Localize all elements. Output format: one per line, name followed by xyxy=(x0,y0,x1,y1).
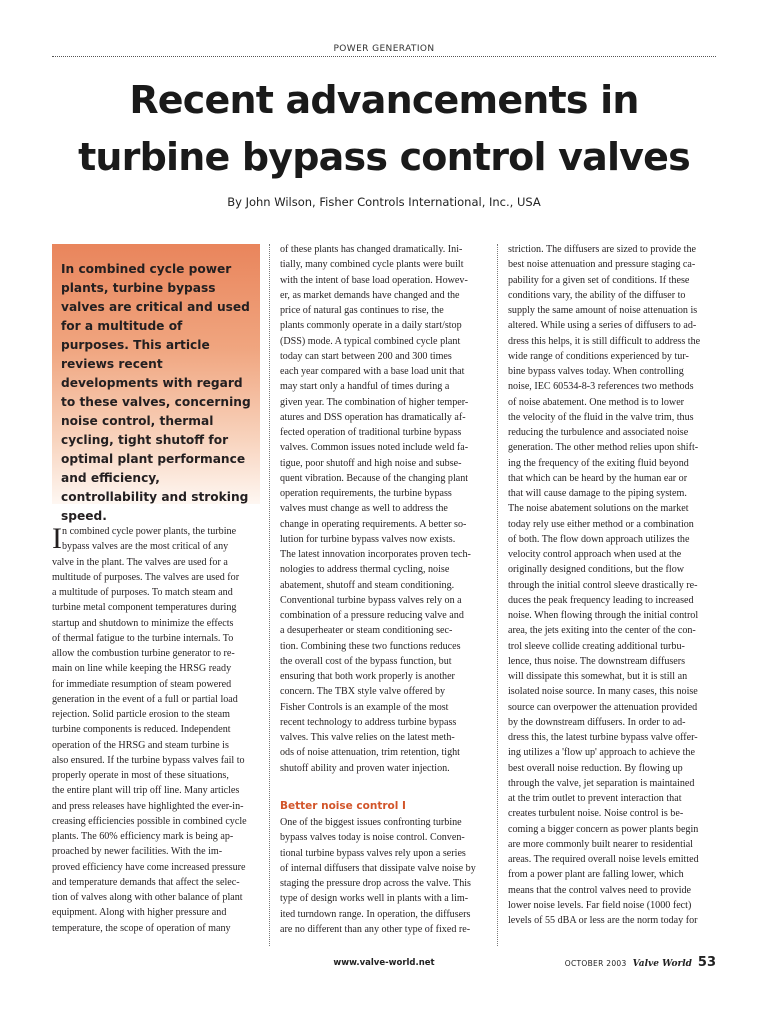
text-line: areas. The required overall noise levels emitted xyxy=(508,854,699,865)
title-line: turbine bypass control valves xyxy=(78,135,690,179)
text-line: coming a bigger concern as power plants begin xyxy=(508,823,699,835)
text-line: the entire plant will trip off line. Many articles xyxy=(52,785,240,797)
text-line: operation requirements, the turbine bypass xyxy=(280,488,452,499)
text-line: that which can be heard by the human ear or xyxy=(508,472,688,484)
text-line: conditions vary, the ability of the diffuser to xyxy=(508,289,686,301)
text-line: change in operating requirements. A better so- xyxy=(280,518,467,530)
text-line: through the initial control sleeve drastically re- xyxy=(508,579,698,591)
article-column-2 xyxy=(280,242,471,776)
text-line: properly operate in most of these situations, xyxy=(52,770,229,781)
text-line: plants. The 60% efficiency mark is being ap- xyxy=(52,831,234,842)
text-line: of thermal fatigue to the turbine internals. To xyxy=(52,632,234,644)
intro-box xyxy=(52,244,260,523)
text-line: of noise abatement. One method is to lower xyxy=(508,396,685,408)
text-line: recent technology to address turbine bypass xyxy=(280,716,457,728)
text-line: bine bypass valves today. When controlling xyxy=(508,366,684,377)
text-line: tially, many combined cycle plants were built xyxy=(280,259,464,271)
text-line: combination of a pressure reducing valve and xyxy=(280,610,464,621)
text-line: lence, thus noise. The downstream diffusers xyxy=(508,655,686,667)
text-line: will dissipate this somewhat, but it is still an xyxy=(508,671,688,682)
text-line: One of the biggest issues confronting turbine xyxy=(280,817,462,828)
text-line: the velocity of the fluid in the valve trim, thus xyxy=(508,411,694,423)
text-line: creasing efficiencies possible in combined cycle xyxy=(52,815,247,827)
text-line: ing utilizes a 'flow up' approach to achieve the xyxy=(508,747,695,759)
text-line: creates turbulent noise. Noise control is be- xyxy=(508,808,684,820)
text-line: shutoff ability and proven water injection. xyxy=(280,762,450,774)
text-line: and temperature demands that affect the selec- xyxy=(52,876,240,888)
text-line: proached by newer facilities. With the im- xyxy=(52,846,223,858)
text-line: (DSS) mode. A typical combined cycle plant xyxy=(280,335,461,347)
footer-url: www.valve-world.net xyxy=(333,958,435,968)
text-line: abatement, shutoff and steam conditioning. xyxy=(280,579,455,591)
text-line: multitude of purposes. The valves are used for xyxy=(52,571,240,583)
text-line: valves. This valve relies on the latest meth- xyxy=(280,732,455,743)
text-line: tion of valves along with other balance of plant xyxy=(52,892,243,903)
text-line: dress this, the latest turbine bypass valve offer- xyxy=(508,732,698,743)
article-column-1 xyxy=(52,524,247,936)
text-line: startup and shutdown to minimize the effects xyxy=(52,617,234,629)
section-label: POWER GENERATION xyxy=(333,44,435,54)
text-line: atures and DSS operation has dramatically af- xyxy=(280,411,466,423)
text-line: ing the frequency of the exiting fluid beyond xyxy=(508,457,689,469)
text-line: supply the same amount of noise attenuation is xyxy=(508,305,698,316)
text-line: reducing the turbulence and associated noise xyxy=(508,427,689,438)
text-line: a multitude of purposes. To match steam and xyxy=(52,587,233,598)
text-line: tional turbine bypass valves rely upon a series xyxy=(280,847,466,859)
text-line-content: n combined cycle power plants, the turbine xyxy=(62,526,237,537)
text-line: with the intent of base load operation. Howev- xyxy=(280,274,468,286)
text-line: today can start between 200 and 300 times xyxy=(280,350,452,362)
text-line: er, as market demands have changed and the xyxy=(280,289,460,301)
text-line: a desuperheater or steam conditioning sec- xyxy=(280,625,453,637)
text-line: valve in the plant. The valves are used for a xyxy=(52,556,228,568)
text-line: at the trim outlet to prevent interaction that xyxy=(508,793,682,804)
text-line: concern. The TBX style valve offered by xyxy=(280,686,446,698)
text-line: proved efficiency have come increased pressure xyxy=(52,861,246,873)
header-divider xyxy=(52,56,716,57)
footer-date: OCTOBER 2003 xyxy=(564,959,627,968)
text-line: isolated noise source. In many cases, this noise xyxy=(508,686,698,698)
text-line: means that the control valves need to provide xyxy=(508,884,692,896)
text-line: valves. Common issues noted include weld fa- xyxy=(280,442,469,454)
text-line: duces the peak frequency leading to increased xyxy=(508,594,694,606)
text-line: today rely use either method or a combination xyxy=(508,518,694,530)
text-line: operation of the HRSG and steam turbine is xyxy=(52,739,229,751)
text-line: The latest innovation incorporates proven tech- xyxy=(280,549,471,560)
text-line: The noise abatement solutions on the market xyxy=(508,503,689,515)
text-line: of these plants has changed dramatically. Ini- xyxy=(280,244,463,255)
text-line: lution for turbine bypass valves now exists. xyxy=(280,533,456,545)
text-line: Conventional turbine bypass valves rely on a xyxy=(280,594,462,606)
text-line: turbine metal component temperatures during xyxy=(52,602,237,614)
intro-text: In combined cycle power plants, turbine bypass valves are critical and used for a multitude of purposes. This article reviews recent developments with regard to these valves, concerning noise control, thermal cycling, tight shutoff for optimal plant performance and efficiency, controllability and stroking speed. xyxy=(61,262,251,523)
text-line: ods of noise attenuation, trim retention, tight xyxy=(280,747,460,759)
text-line: lower noise levels. Far field noise (1000 fect) xyxy=(508,899,692,911)
title-line: Recent advancements in xyxy=(129,78,639,122)
text-line: that will cause damage to the piping system. xyxy=(508,488,687,499)
text-line: valves must change as well to address the xyxy=(280,503,448,515)
text-line: generation. The other method relies upon shift- xyxy=(508,442,699,454)
text-line: are no different than any other type of fixed re- xyxy=(280,923,471,935)
text-line: wide range of conditions experienced by tur- xyxy=(508,350,689,362)
text-line: and press releases have highlighted the ever-in- xyxy=(52,800,244,812)
text-line: the overall cost of the bypass function, but xyxy=(280,655,452,667)
text-line: noise, IEC 60534-8-3 references two methods xyxy=(508,381,694,393)
section-subheading: Better noise control I xyxy=(280,800,406,812)
text-line: also ensured. If the turbine bypass valves fail to xyxy=(52,754,245,766)
text-line: may start only a handful of times during a xyxy=(280,381,450,393)
text-line: staging the pressure drop across the valve. This xyxy=(280,878,471,889)
text-line: by the downstream diffusers. In order to ad- xyxy=(508,716,686,728)
text-line: turbine components is reduced. Independent xyxy=(52,724,231,736)
text-line: levels of 55 dBA or less are the norm today for xyxy=(508,915,698,926)
text-line: velocity control approach when used at the xyxy=(508,549,682,560)
text-line: bypass valves today is noise control. Conven- xyxy=(280,832,465,844)
text-line: best noise attenuation and pressure staging ca- xyxy=(508,259,696,271)
text-line: quent vibration. Because of the changing plant xyxy=(280,472,469,484)
text-line: of internal diffusers that dissipate valve noise by xyxy=(280,862,476,874)
text-line: originally designed conditions, but the flow xyxy=(508,564,685,576)
magazine-logo: Valve World xyxy=(632,959,692,969)
text-line: from a power plant are falling lower, which xyxy=(508,869,684,881)
text-line: best overall noise reduction. By flowing up xyxy=(508,762,683,774)
text-line: nologies to address thermal cycling, noise xyxy=(280,564,450,576)
text-line: of both. The flow down approach utilizes the xyxy=(508,533,690,545)
text-line: main on line while keeping the HRSG ready xyxy=(52,663,232,675)
byline: By John Wilson, Fisher Controls International, Inc., USA xyxy=(227,195,541,209)
text-line: ited turndown range. In operation, the diffusers xyxy=(280,908,471,920)
text-line: area, the jets exiting into the center of the con- xyxy=(508,625,696,637)
text-line: each year compared with a base load unit that xyxy=(280,366,465,377)
article-column-2-continued xyxy=(280,815,476,937)
text-line-content: bypass valves are the most critical of any xyxy=(62,541,229,553)
text-line: generation in the event of a full or partial load xyxy=(52,693,238,705)
text-line: for immediate resumption of steam powered xyxy=(52,678,232,690)
text-line: trol sleeve collide creating additional turbu- xyxy=(508,640,685,652)
page-number: 53 xyxy=(697,955,716,970)
text-line: type of design works well in plants with a lim- xyxy=(280,893,469,905)
article-column-3 xyxy=(508,242,700,928)
text-line: tigue, poor shutoff and high noise and subse- xyxy=(280,457,462,469)
text-line: plants commonly operate in a daily start/stop xyxy=(280,320,462,332)
text-line: altered. While using a series of diffusers to ad- xyxy=(508,320,697,332)
text-line: rejection. Solid particle erosion to the steam xyxy=(52,709,230,720)
text-line: are more commonly built nearer to residential xyxy=(508,838,693,850)
column-divider xyxy=(497,244,498,946)
text-line: price of natural gas continues to rise, the xyxy=(280,305,444,316)
column-divider xyxy=(269,244,270,946)
text-line: through the valve, jet separation is maintained xyxy=(508,777,695,789)
article-title xyxy=(30,72,738,186)
text-line: given year. The combination of higher temper- xyxy=(280,396,469,408)
text-line: ensuring that both work properly is another xyxy=(280,671,455,682)
text-line: equipment. Along with higher pressure and xyxy=(52,907,227,919)
text-line: source can overpower the attenuation provided xyxy=(508,701,698,713)
text-line: tion. Combining these two functions reduces xyxy=(280,640,461,652)
text-line: fected operation of traditional turbine bypass xyxy=(280,427,462,438)
drop-cap: I xyxy=(52,522,62,555)
footer-info xyxy=(565,955,716,970)
text-line: dress this helps, it is still difficult to address the xyxy=(508,335,701,347)
text-line: striction. The diffusers are sized to provide the xyxy=(508,244,696,255)
text-line: pability for a given set of conditions. If these xyxy=(508,274,690,286)
text-line: temperature, the scope of operation of many xyxy=(52,922,231,934)
text-line: allow the combustion turbine generator to re- xyxy=(52,648,235,659)
text-line: noise. When flowing through the initial control xyxy=(508,610,699,621)
text-line xyxy=(52,539,247,554)
text-line: Fisher Controls is an example of the most xyxy=(280,701,449,713)
